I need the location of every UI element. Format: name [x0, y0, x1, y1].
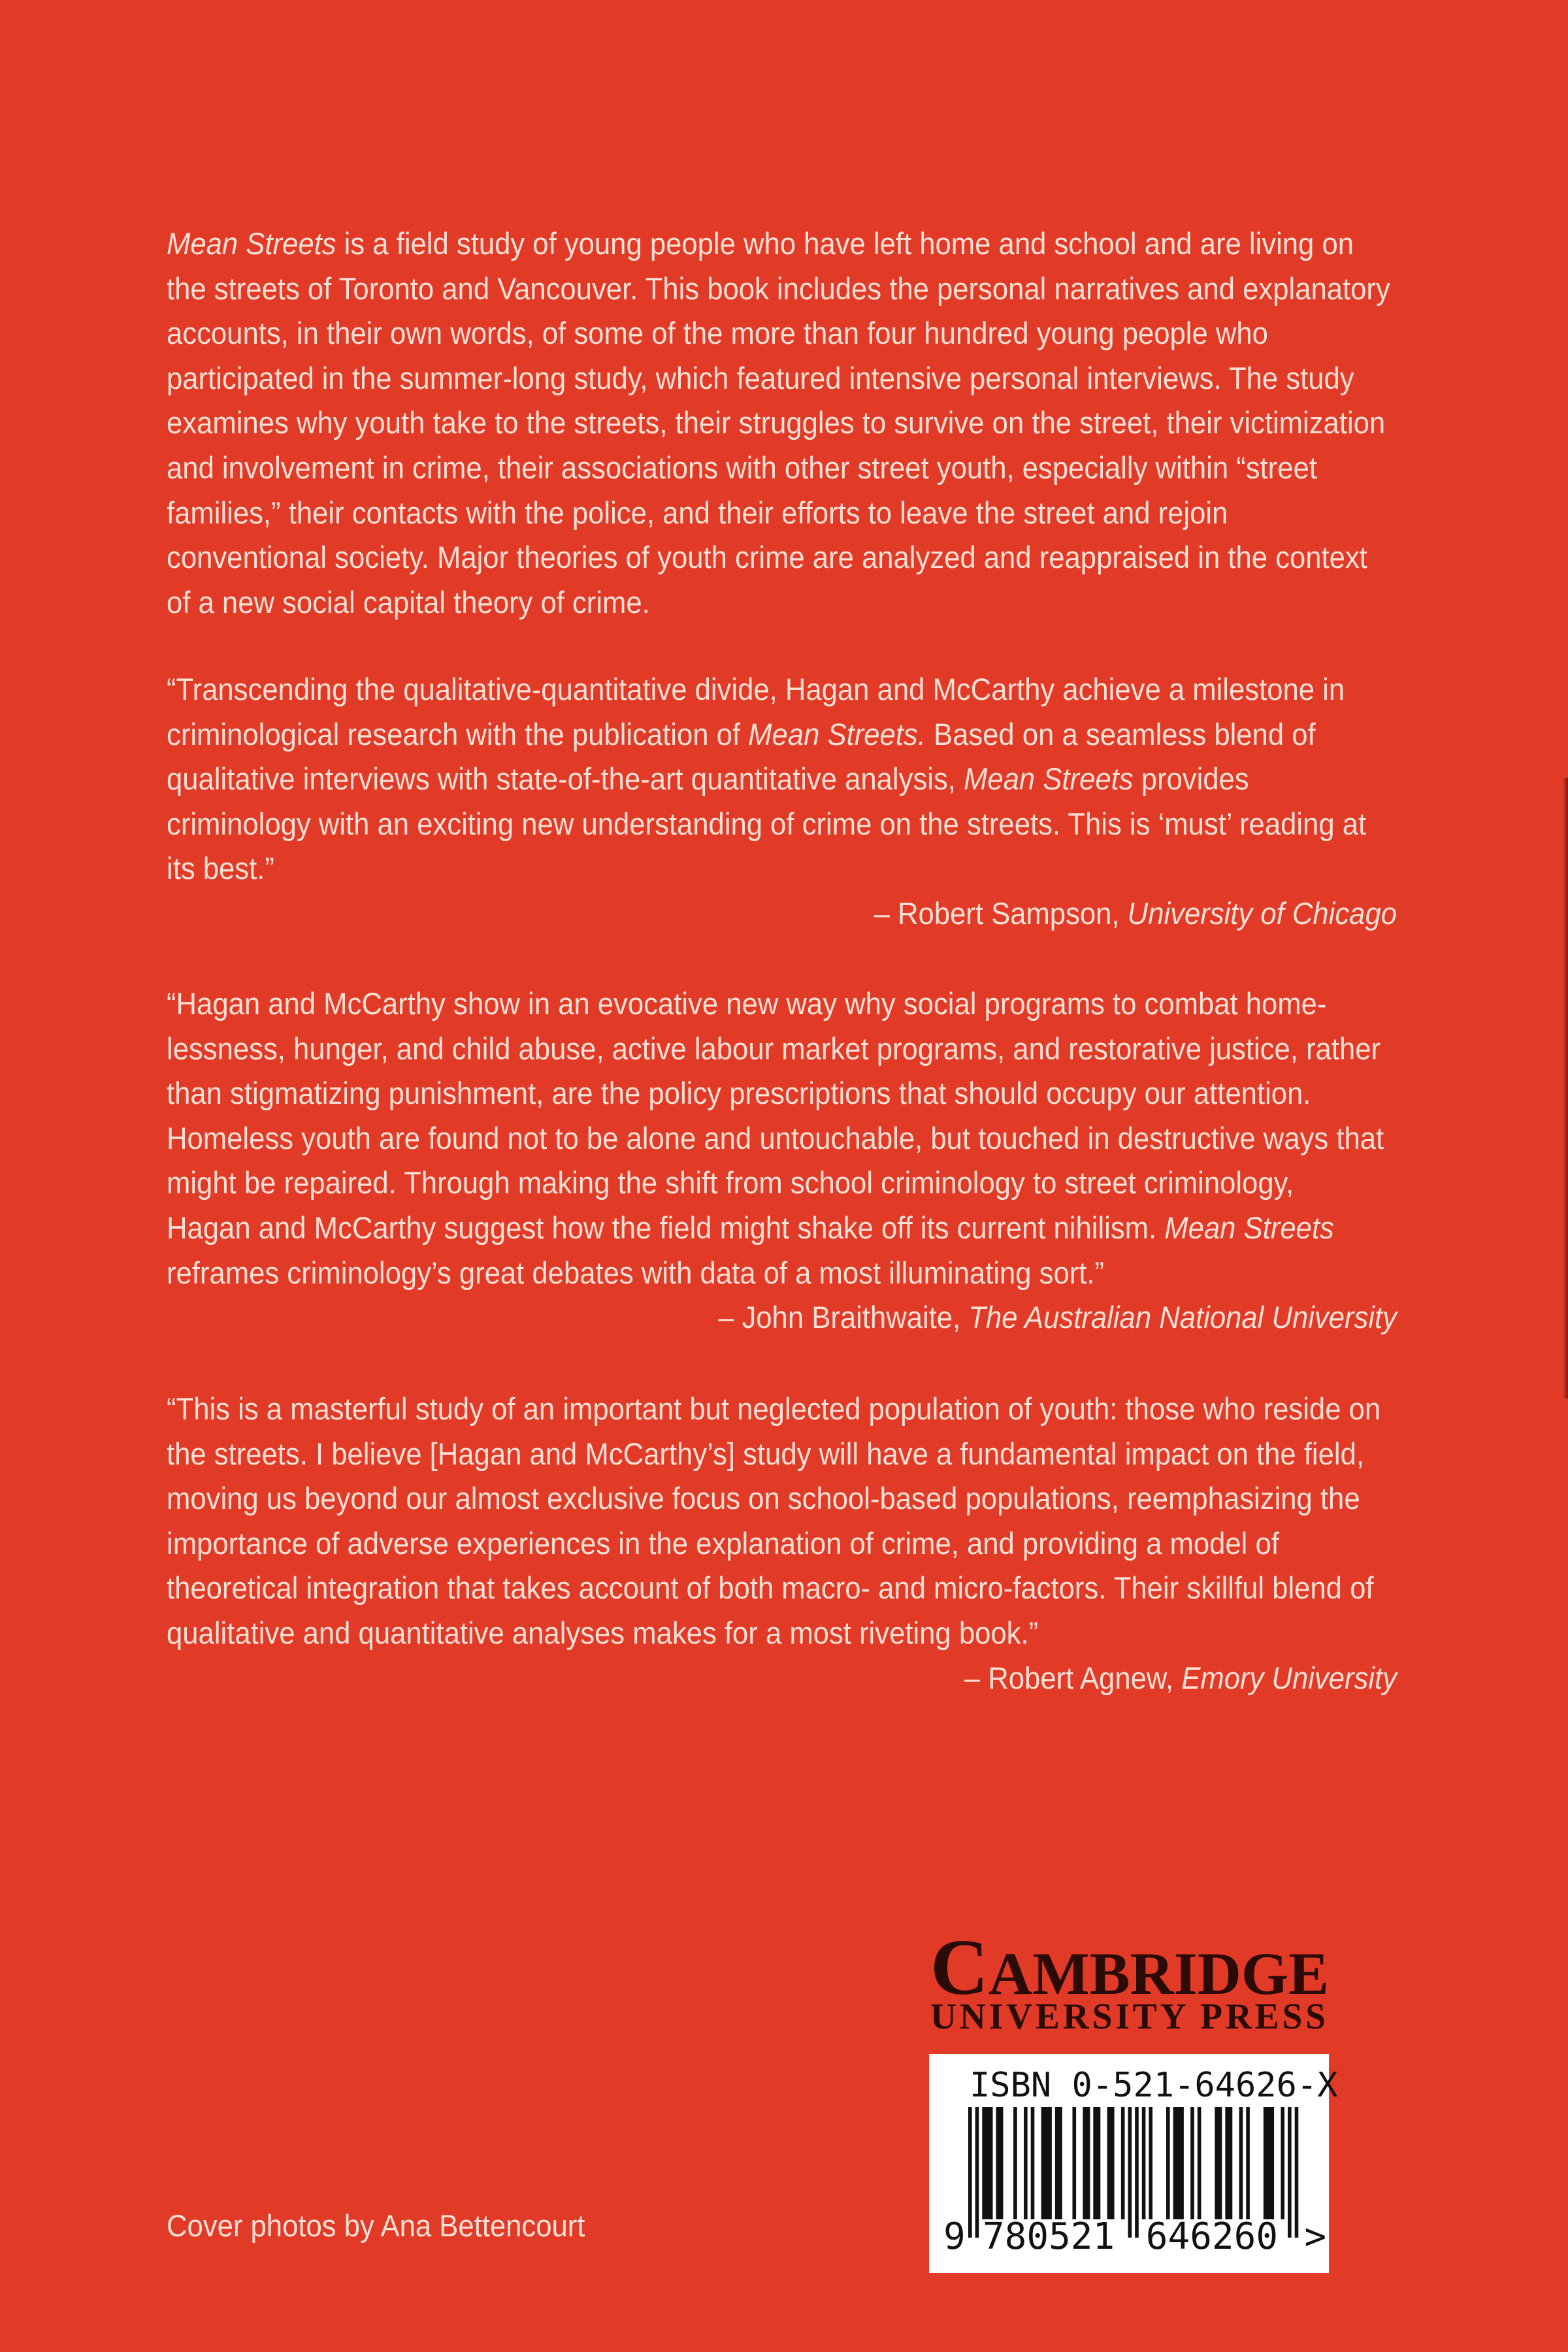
barcode-bar — [1173, 2107, 1177, 2219]
text-line: “Transcending the qualitative-quantitative divide, Hagan and McCarthy achieve a milestone in — [167, 672, 1345, 706]
description-paragraph — [167, 222, 1397, 625]
barcode-guard-bar — [1128, 2107, 1132, 2238]
italic-text: Mean Streets — [1164, 1210, 1334, 1245]
quote-attribution — [255, 1295, 1397, 1340]
text-segment: – Robert Agnew, — [964, 1660, 1182, 1695]
barcode-guard-bar — [975, 2107, 979, 2238]
barcode-bar — [986, 2107, 990, 2219]
barcode-bar — [1218, 2107, 1222, 2219]
barcode-bar — [1058, 2107, 1062, 2219]
text-segment: qualitative interviews with state-of-the-art quantitative analysis, — [167, 761, 964, 797]
barcode-bar — [1024, 2107, 1028, 2219]
publisher-logo — [930, 1923, 1329, 2012]
barcode-bar — [1107, 2107, 1111, 2219]
text-line — [167, 712, 1316, 757]
barcode-bar — [1055, 2107, 1059, 2219]
quote-attribution — [255, 891, 1397, 936]
text-line: importance of adverse experiences in the explanation of crime, and providing a model of — [167, 1525, 1279, 1561]
text-line: than stigmatizing punishment, are the policy prescriptions that should occupy our attention. — [167, 1076, 1311, 1111]
text-line: qualitative and quantitative analyses makes for a most riveting book.” — [167, 1615, 1039, 1650]
text-segment: criminological research with the publication of — [167, 716, 749, 752]
barcode-bar — [1086, 2107, 1090, 2219]
barcode-bar — [1190, 2107, 1194, 2219]
barcode-guard-bar — [1288, 2107, 1292, 2238]
barcode-bar — [1093, 2107, 1097, 2219]
barcode-bar — [996, 2107, 1000, 2219]
text-segment: – Robert Sampson, — [874, 895, 1128, 931]
text-line: examines why youth take to the streets, their struggles to survive on the street, their victimization — [167, 405, 1386, 440]
review-quote — [167, 982, 1397, 1340]
barcode-bar — [1142, 2107, 1146, 2219]
text-line: and involvement in crime, their associations with other street youth, especially within “street — [167, 450, 1317, 485]
text-line: the streets. I believe [Hagan and McCarthy’s] study will have a fundamental impact on the field, — [167, 1436, 1364, 1471]
barcode-bar — [1198, 2107, 1201, 2219]
barcode-bar — [1121, 2107, 1125, 2219]
italic-text: University of Chicago — [1127, 895, 1397, 931]
barcode-bar — [1041, 2107, 1045, 2219]
barcode-bar — [1031, 2107, 1035, 2219]
text-line: families,” their contacts with the police, and their efforts to leave the street and rejoin — [167, 495, 1228, 530]
barcode-bar — [1000, 2107, 1004, 2219]
italic-text: The Australian National University — [968, 1300, 1397, 1335]
text-line: Homeless youth are found not to be alone and untouchable, but touched in destructive ways that — [167, 1120, 1384, 1155]
text-line — [167, 222, 1354, 267]
text-line: accounts, in their own words, of some of the more than four hundred young people who — [167, 316, 1268, 351]
ean-digit-group: > — [1304, 2215, 1327, 2258]
barcode-bar — [1229, 2107, 1233, 2219]
publisher-logo-subtitle: UNIVERSITY PRESS — [930, 1996, 1329, 2037]
text-line: “This is a masterful study of an important but neglected population of youth: those who reside on — [167, 1391, 1381, 1426]
text-line — [167, 757, 1309, 802]
spine-edge-shadow — [1563, 778, 1568, 1399]
text-line: reframes criminology’s great debates with data of a most illuminating sort.” — [167, 1255, 1105, 1290]
barcode-bar — [1270, 2107, 1274, 2219]
barcode-bar — [1246, 2107, 1250, 2219]
barcode-guard-bar — [1295, 2107, 1299, 2238]
text-line: conventional society. Major theories of youth crime are analyzed and reappraised in the context — [167, 540, 1367, 575]
barcode-bar — [1013, 2107, 1017, 2219]
ean-digit-group: 646260 — [1145, 2215, 1279, 2258]
text-line: criminology with an exciting new understanding of crime on the streets. This is ‘must’ reading at — [167, 806, 1367, 841]
text-line: “Hagan and McCarthy show in an evocative new way why social programs to combat home- — [167, 986, 1327, 1021]
logo-initial: C — [930, 1923, 988, 2012]
quote-attribution — [255, 1656, 1397, 1701]
review-quote — [167, 1387, 1397, 1700]
barcode-bar — [1111, 2107, 1115, 2219]
barcode-guard-bar — [968, 2107, 972, 2238]
text-line: lessness, hunger, and child abuse, active labour market programs, and restorative justice, rather — [167, 1031, 1381, 1066]
barcode-bar — [1180, 2107, 1184, 2219]
text-line: might be repaired. Through making the shift from school criminology to street criminology, — [167, 1165, 1294, 1201]
text-line: the streets of Toronto and Vancouver. This book includes the personal narratives and explanatory — [167, 271, 1390, 306]
text-segment: – John Braithwaite, — [718, 1300, 969, 1335]
logo-name: AMBRIDGE — [988, 1940, 1329, 2007]
ean-digit-group: 9 — [943, 2215, 966, 2258]
review-quote — [167, 667, 1397, 936]
isbn-label: ISBN 0-521-64626-X — [970, 2066, 1338, 2105]
italic-text: Mean Streets. — [748, 716, 926, 752]
text-segment: is a field study of young people who have left home and school and are living on — [336, 226, 1354, 261]
italic-text: Emory University — [1181, 1660, 1397, 1695]
barcode-bar — [989, 2107, 993, 2219]
text-line — [167, 1206, 1334, 1251]
barcode-bar — [1225, 2107, 1229, 2219]
barcode-bar — [1083, 2107, 1086, 2219]
barcode-bar — [1215, 2107, 1218, 2219]
barcode-bar — [1072, 2107, 1076, 2219]
italic-text: Mean Streets — [167, 226, 336, 261]
text-line: moving us beyond our almost exclusive focus on school-based populations, reemphasizing the — [167, 1481, 1360, 1516]
barcode-bar — [1281, 2107, 1284, 2219]
text-line: participated in the summer-long study, which featured intensive personal interviews. The study — [167, 360, 1354, 395]
text-segment: Hagan and McCarthy suggest how the field might shake off its current nihilism. — [167, 1210, 1165, 1245]
barcode-bar — [1177, 2107, 1181, 2219]
barcode-bar — [982, 2107, 986, 2219]
italic-text: Mean Streets — [964, 761, 1134, 797]
photo-credit: Cover photos by Ana Bettencourt — [167, 2208, 585, 2243]
text-segment: provides — [1133, 761, 1249, 797]
text-line: theoretical integration that takes account of both macro- and micro-factors. Their skillful blend of — [167, 1570, 1374, 1606]
text-segment: Based on a seamless blend of — [925, 716, 1316, 752]
barcode-bar — [1097, 2107, 1101, 2219]
barcode-box — [929, 2054, 1338, 2273]
ean-digit-group: 780521 — [982, 2215, 1115, 2258]
barcode-bar — [1149, 2107, 1152, 2219]
barcode-bar — [1239, 2107, 1243, 2219]
barcode-guard-bar — [1135, 2107, 1139, 2238]
barcode-bar — [1264, 2107, 1267, 2219]
text-line: its best.” — [167, 851, 274, 886]
barcode-bar — [1267, 2107, 1271, 2219]
barcode-bar — [1045, 2107, 1049, 2219]
barcode-bar — [1166, 2107, 1170, 2219]
text-line: of a new social capital theory of crime. — [167, 584, 650, 620]
barcode-bar — [1048, 2107, 1052, 2219]
